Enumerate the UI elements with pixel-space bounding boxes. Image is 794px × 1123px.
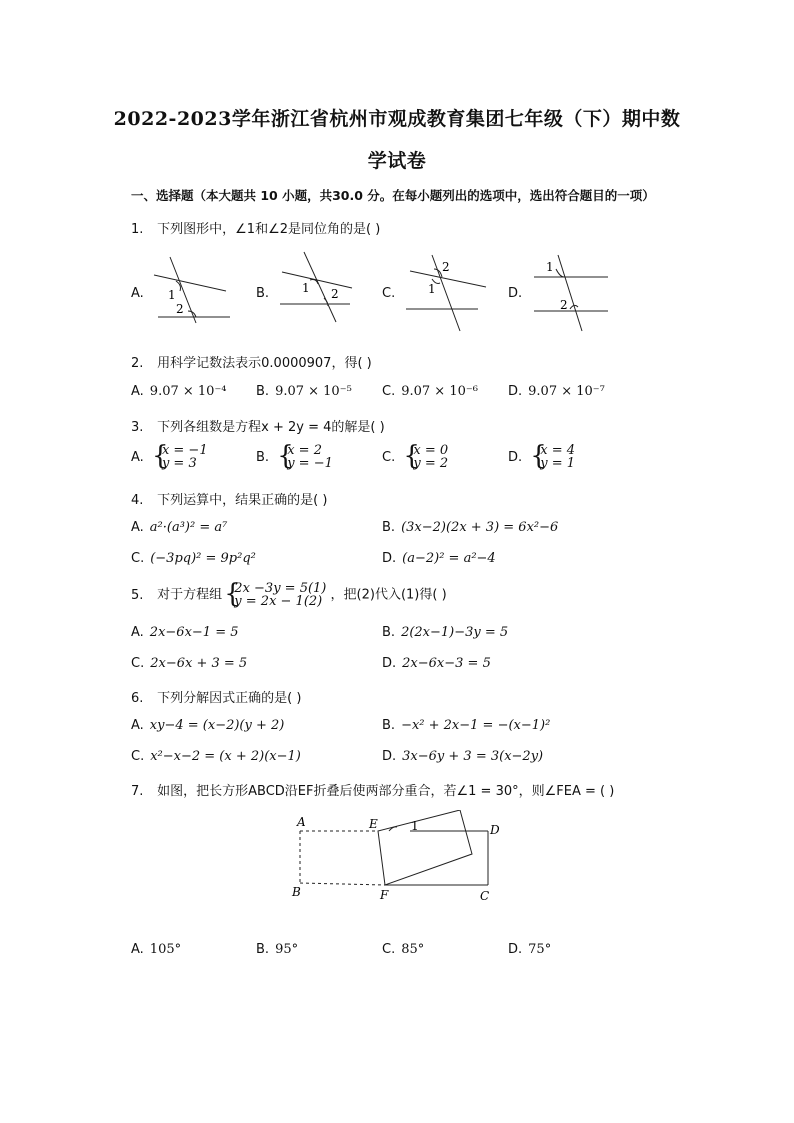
eq-line-2: y = 2x − 1(2) <box>234 594 323 609</box>
option-label: D. <box>508 942 523 957</box>
option-value: x²−x−2 = (x + 2)(x−1) <box>150 749 301 764</box>
q6-option-b[interactable] <box>382 718 550 733</box>
eq-line-1: x = −1 <box>161 443 208 458</box>
option-value: xy−4 = (x−2)(y + 2) <box>149 718 285 733</box>
q1-figure-b <box>276 250 356 325</box>
option-value: 3x−6y + 3 = 3(x−2y) <box>402 749 544 764</box>
question-text: 下列分解因式正确的是( ) <box>157 691 302 706</box>
q5-option-a[interactable] <box>131 625 239 640</box>
q7-option-a[interactable] <box>131 942 181 957</box>
question-text-after: ，把(2)代入(1)得( ) <box>330 587 447 603</box>
q4-option-c[interactable] <box>131 551 256 566</box>
question-text: 下列各组数是方程x + 2y = 4的解是( ) <box>157 420 385 435</box>
label-D: D <box>490 823 500 837</box>
label-B: B <box>292 885 301 899</box>
q4-option-a[interactable] <box>131 520 227 535</box>
question-number: 7. <box>131 784 144 799</box>
q7-folded-rectangle-figure <box>285 810 510 910</box>
question-3 <box>131 416 385 435</box>
eq-line-2: y = 1 <box>540 456 576 471</box>
angle-1-label: 1 <box>546 260 554 274</box>
option-label: A. <box>131 520 144 535</box>
question-7 <box>131 780 614 799</box>
q5-option-c[interactable] <box>131 656 247 671</box>
q4-option-d[interactable] <box>382 551 496 566</box>
option-value: 9.07 × 10⁻⁵ <box>275 384 352 399</box>
question-text: 用科学记数法表示0.0000907，得( ) <box>157 356 372 371</box>
angle-1-label: 1 <box>428 282 436 296</box>
eq-line-1: x = 4 <box>540 443 576 458</box>
option-label: B. <box>382 625 396 640</box>
q3-option-b[interactable] <box>256 444 333 470</box>
question-number: 3. <box>131 420 144 435</box>
question-number: 4. <box>131 493 144 508</box>
option-label: D. <box>382 749 397 764</box>
q7-option-d[interactable] <box>508 942 551 957</box>
eq-line-1: 2x −3y = 5(1) <box>234 581 327 596</box>
question-text: 如图，把长方形ABCD沿EF折叠后使两部分重合，若∠1 = 30°，则∠FEA = ( ) <box>157 784 615 799</box>
option-value: (−3pq)² = 9p²q² <box>150 551 256 566</box>
eq-line-1: x = 0 <box>413 443 449 458</box>
eq-line-1: x = 2 <box>287 443 322 458</box>
q6-option-c[interactable] <box>131 749 301 764</box>
eq-line-2: y = 3 <box>161 456 197 471</box>
equation-system <box>226 582 326 608</box>
q1-figure-c <box>402 253 490 333</box>
option-label: D. <box>508 286 523 301</box>
option-label: C. <box>131 656 145 671</box>
option-value: (a−2)² = a²−4 <box>402 551 496 566</box>
option-label: A. <box>131 384 144 399</box>
option-value: 2x−6x + 3 = 5 <box>150 656 248 671</box>
option-label: A. <box>131 718 144 733</box>
option-value: 95° <box>275 942 299 957</box>
q5-option-d[interactable] <box>382 656 491 671</box>
label-E: E <box>369 817 378 831</box>
question-1 <box>131 218 380 237</box>
option-label: A. <box>131 286 144 301</box>
equation-system <box>279 444 333 470</box>
q3-option-d[interactable] <box>508 444 575 470</box>
question-6 <box>131 687 301 706</box>
option-label: B. <box>256 286 270 301</box>
q6-option-a[interactable] <box>131 718 284 733</box>
option-value: 105° <box>149 942 182 957</box>
question-4 <box>131 489 327 508</box>
option-label: B. <box>256 942 270 957</box>
option-label: A. <box>131 942 144 957</box>
q3-option-c[interactable] <box>382 444 448 470</box>
q1-option-b[interactable] <box>256 286 275 301</box>
q2-option-d[interactable] <box>508 384 605 399</box>
angle-2-label: 2 <box>331 287 339 301</box>
q1-option-a[interactable] <box>131 286 150 301</box>
option-label: C. <box>382 942 396 957</box>
label-C: C <box>480 889 490 903</box>
equation-system <box>532 444 575 470</box>
q5-option-b[interactable] <box>382 625 508 640</box>
option-value: 9.07 × 10⁻⁴ <box>149 384 227 399</box>
option-label: C. <box>131 551 145 566</box>
q7-option-b[interactable] <box>256 942 298 957</box>
question-text: 下列图形中，∠1和∠2是同位角的是( ) <box>157 222 381 237</box>
page-title-line1: 2022-2023学年浙江省杭州市观成教育集团七年级（下）期中数 <box>113 108 681 130</box>
option-value: 9.07 × 10⁻⁷ <box>528 384 605 399</box>
option-value: (3x−2)(2x + 3) = 6x²−6 <box>401 520 559 535</box>
option-label: B. <box>256 449 270 465</box>
angle-1-label: 1 <box>411 819 419 833</box>
option-label: C. <box>382 286 396 301</box>
section-heading: 一、选择题（本大题共 10 小题，共30.0 分。在每小题列出的选项中，选出符合题目的一项） <box>131 188 655 203</box>
option-label: B. <box>382 718 396 733</box>
question-5 <box>131 582 447 608</box>
q2-option-a[interactable] <box>131 384 227 399</box>
option-label: D. <box>508 384 523 399</box>
q2-option-b[interactable] <box>256 384 352 399</box>
q7-option-c[interactable] <box>382 942 424 957</box>
angle-2-label: 2 <box>176 302 184 316</box>
angle-1-label: 1 <box>302 281 310 295</box>
option-value: 2x−6x−3 = 5 <box>402 656 491 671</box>
page-title-line2: 学试卷 <box>367 150 427 172</box>
q4-option-b[interactable] <box>382 520 558 535</box>
label-A: A <box>297 815 306 829</box>
question-number: 1. <box>131 222 144 237</box>
option-label: A. <box>131 625 144 640</box>
question-number: 5. <box>131 587 144 603</box>
option-label: B. <box>256 384 270 399</box>
option-value: a²·(a³)² = a⁷ <box>149 520 228 535</box>
label-F: F <box>380 888 389 902</box>
option-label: C. <box>131 749 145 764</box>
option-value: 2x−6x−1 = 5 <box>149 625 239 640</box>
option-label: D. <box>508 449 523 465</box>
option-value: 85° <box>401 942 425 957</box>
option-label: B. <box>382 520 396 535</box>
angle-2-label: 2 <box>442 260 450 274</box>
eq-line-2: y = 2 <box>413 456 449 471</box>
q3-option-a[interactable] <box>131 444 208 470</box>
question-2 <box>131 352 372 371</box>
question-text: 下列运算中，结果正确的是( ) <box>157 493 328 508</box>
equation-system <box>154 444 208 470</box>
q6-option-d[interactable] <box>382 749 543 764</box>
q1-option-d[interactable] <box>508 286 528 301</box>
q2-option-c[interactable] <box>382 384 478 399</box>
option-value: −x² + 2x−1 = −(x−1)² <box>401 718 551 733</box>
question-text-before: 对于方程组 <box>157 587 223 603</box>
option-value: 2(2x−1)−3y = 5 <box>401 625 509 640</box>
q1-figure-a <box>150 255 236 325</box>
question-number: 6. <box>131 691 144 706</box>
option-label: C. <box>382 384 396 399</box>
option-label: C. <box>382 449 396 465</box>
option-label: D. <box>382 656 397 671</box>
q1-option-c[interactable] <box>382 286 401 301</box>
q1-figure-d <box>528 253 614 333</box>
option-label: D. <box>382 551 397 566</box>
eq-line-2: y = −1 <box>287 456 333 471</box>
equation-system <box>405 444 448 470</box>
option-value: 9.07 × 10⁻⁶ <box>401 384 478 399</box>
angle-2-label: 2 <box>560 298 568 312</box>
option-value: 75° <box>528 942 552 957</box>
option-label: A. <box>131 449 144 465</box>
angle-1-label: 1 <box>168 288 176 302</box>
question-number: 2. <box>131 356 144 371</box>
